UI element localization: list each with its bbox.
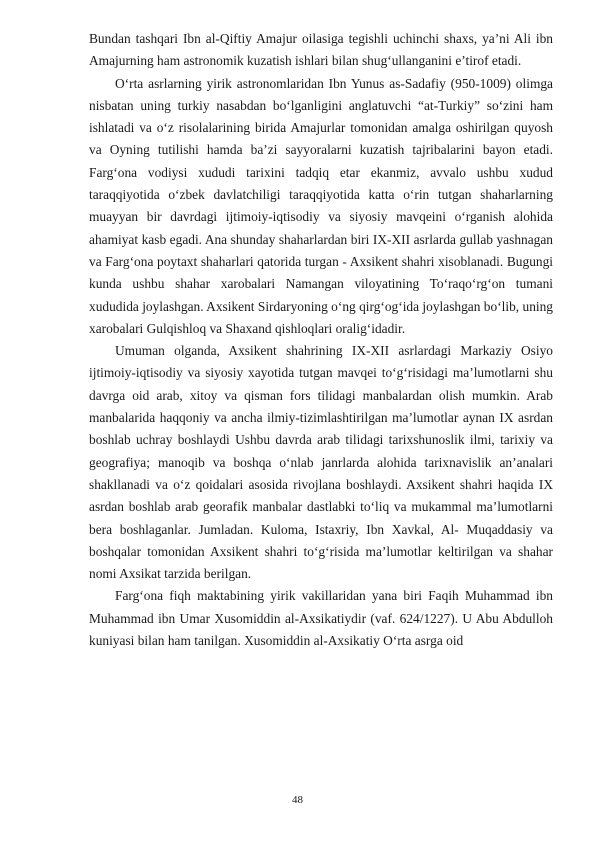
body-text: [89, 28, 553, 652]
paragraph-4: Farg‘ona fiqh maktabining yirik vakillaridan yana biri Faqih Muhammad ibn Muhammad ibn Umar Xusomiddin al-Axsikatiydir (vaf. 624/1227). U Abu Abdulloh kuniyasi bilan ham tanilgan. Xusomiddin al-Axsikatiy O‘rta asrga oid: [89, 588, 553, 649]
paragraph-3: Umuman olganda, Axsikent shahrining IX-XII asrlardagi Markaziy Osiyo ijtimoiy-iqtisodiy va siyosiy xayotida tutgan mavqei to‘g‘risidagi ma’lumotlarni shu davrga oid arab, xitoy va qisman fors tilidagi manbalardan olish mumkin. Arab manbalarida haqqoniy va ancha ilmiy-tizimlashtirilgan ma’lumotlar aynan IX asrdan boshlab uchray boshlaydi Ushbu davrda arab tilidagi tarixshunoslik ilmi, tarixiy va geografiya; manoqib va boshqa o‘nlab janrlarda alohida tarixnavislik an’analari shakllanadi va o‘z qoidalari asosida rivojlana boshlaydi. Axsikent shahri haqida IX asrdan boshlab arab georafik manbalar dastlabki to‘liq va mukammal ma’lumotlarni bera boshlaganlar. Jumladan. Kuloma, Istaxriy, Ibn Xavkal, Al- Muqaddasiy va boshqalar tomonidan Axsikent shahri to‘g‘risida ma’lumotlar keltirilgan va shahar nomi Axsikat tarzida berilgan.: [89, 343, 553, 582]
paragraph-2: O‘rta asrlarning yirik astronomlaridan Ibn Yunus as-Sadafiy (950-1009) olimga nisbatan uning turkiy nasabdan bo‘lganligini anglatuvchi “at-Turkiy” so‘zini ham ishlatadi va o‘z risolalarining birida Amajurlar tomonidan amalga oshirilgan quyosh va Oyning tutilishi hamda ba’zi sayyoralarni kuzatish tajribalarini bayon etadi. Farg‘ona vodiysi xududi tarixini tadqiq etar ekanmiz, avvalo ushbu xudud taraqqiyotida o‘zbek davlatchiligi taraqqiyotida katta o‘rin tutgan shaharlarning muayyan bir davrdagi ijtimoiy-iqtisodiy va siyosiy mavqeini o‘rganish alohida ahamiyat kasb egadi. Ana shunday shaharlardan biri IX-XII asrlarda gullab yashnagan va Farg‘ona poytaxt shaharlari qatorida turgan - Axsikent shahri xisoblanadi. Bugungi kunda ushbu shahar xarobalari Namangan viloyatining To‘raqo‘rg‘on tumani xududida joylashgan. Axsikent Sirdaryoning o‘ng qirg‘og‘ida joylashgan bo‘lib, uning xarobalari Gulqishloq va Shaxand qishloqlari oralig‘idadir.: [89, 75, 553, 336]
page-number: 48: [292, 794, 303, 806]
paragraph-1: Bundan tashqari Ibn al-Qiftiy Amajur oilasiga tegishli uchinchi shaxs, ya’ni Ali ibn Amajurning ham astronomik kuzatish ishlari bilan shug‘ullanganini e’tirof etadi.: [89, 31, 553, 69]
